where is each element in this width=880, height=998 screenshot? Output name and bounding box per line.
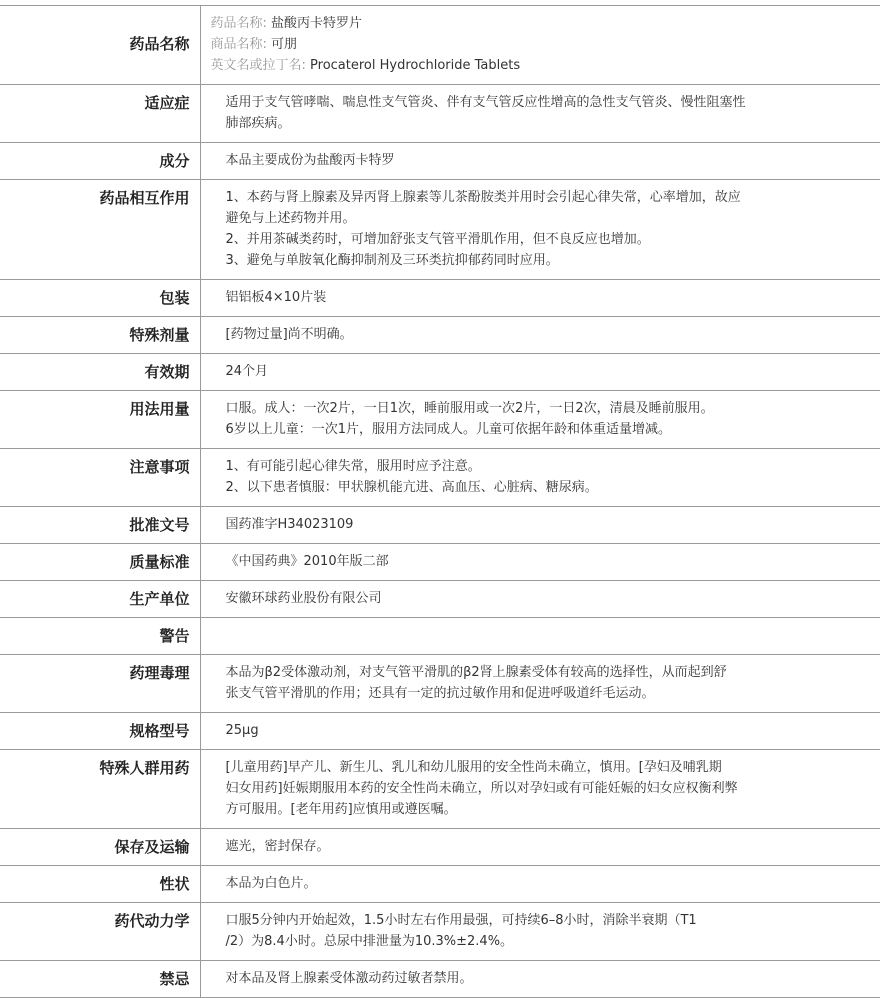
spec-key: 用法用量 [0,391,200,449]
spec-key: 药代动力学 [0,903,200,961]
spec-value-line: 6岁以上儿童：一次1片，服用方法同成人。儿童可依据年龄和体重适量增减。 [225,422,672,437]
spec-key: 适应症 [0,85,200,143]
spec-row [0,85,880,143]
spec-row [0,391,880,449]
spec-value-line: 2、并用茶碱类药时，可增加舒张支气管平滑肌作用，但不良反应也增加。 [225,232,650,247]
spec-row [0,449,880,507]
spec-value-line: 国药准字H34023109 [225,517,354,532]
spec-row [0,961,880,998]
spec-value [200,903,880,961]
drug-spec-table [0,5,880,998]
spec-row [0,655,880,713]
spec-row [0,618,880,655]
spec-row [0,829,880,866]
spec-value [200,544,880,581]
spec-value [200,961,880,998]
spec-key: 规格型号 [0,713,200,750]
spec-value-line: 口服。成人：一次2片，一日1次，睡前服用或一次2片，一日2次，清晨及睡前服用。 [225,401,714,416]
spec-key: 特殊人群用药 [0,750,200,829]
spec-value [200,750,880,829]
spec-value [200,354,880,391]
spec-value [200,829,880,866]
spec-value-line: 24个月 [225,364,269,379]
spec-value-line: 遮光，密封保存。 [225,839,330,854]
spec-value-line: 2、以下患者慎服：甲状腺机能亢进、高血压、心脏病、糖尿病。 [225,480,598,495]
spec-value-line: 本品主要成份为盐酸丙卡特罗 [225,153,395,168]
spec-key: 包装 [0,280,200,317]
spec-row [0,866,880,903]
spec-value [200,713,880,750]
spec-value-line: 3、避免与单胺氧化酶抑制剂及三环类抗抑郁药同时应用。 [225,253,559,268]
spec-value-line: /2）为8.4小时。总尿中排泄量为10.3%±2.4%。 [225,934,514,949]
name-line-trade [211,34,801,55]
spec-key: 批准文号 [0,507,200,544]
spec-key: 药理毒理 [0,655,200,713]
spec-value [200,85,880,143]
spec-value-line: [药物过量]尚不明确。 [225,327,353,342]
spec-key: 有效期 [0,354,200,391]
spec-value [200,6,880,85]
spec-value-line: 安徽环球药业股份有限公司 [225,591,382,606]
spec-row [0,354,880,391]
spec-row [0,750,880,829]
spec-row [0,713,880,750]
name-line-value: 可朋 [271,37,298,52]
spec-value-line: 本品为白色片。 [225,876,317,891]
spec-value [200,618,880,655]
spec-value-line: 张支气管平滑肌的作用；还具有一定的抗过敏作用和促进呼吸道纤毛运动。 [225,686,655,701]
spec-value [200,507,880,544]
spec-row [0,317,880,354]
spec-value-line: 避免与上述药物并用。 [225,211,356,226]
spec-value-line: 1、有可能引起心律失常，服用时应予注意。 [225,459,481,474]
spec-value [200,317,880,354]
spec-row [0,581,880,618]
spec-key: 禁忌 [0,961,200,998]
spec-key: 生产单位 [0,581,200,618]
name-line-label: 商品名称: [210,37,267,52]
name-line-label: 英文名或拉丁名: [210,58,306,73]
spec-value-line: 适用于支气管哮喘、喘息性支气管炎、伴有支气管反应性增高的急性支气管炎、慢性阻塞性 [225,95,746,110]
name-line-value: 盐酸丙卡特罗片 [271,16,363,31]
spec-value-line: 1、本药与肾上腺素及异丙肾上腺素等儿茶酚胺类并用时会引起心律失常，心率增加，故应 [225,190,741,205]
spec-key: 特殊剂量 [0,317,200,354]
spec-key: 保存及运输 [0,829,200,866]
spec-key: 成分 [0,143,200,180]
spec-value-line: 对本品及肾上腺素受体激动药过敏者禁用。 [225,971,473,986]
name-line-generic [211,13,801,34]
spec-value [200,180,880,280]
name-line-english [211,55,801,76]
spec-value-line: 方可服用。[老年用药]应慎用或遵医嘱。 [225,802,457,817]
spec-row [0,544,880,581]
spec-value-line: 25μg [225,723,259,738]
spec-key: 药品相互作用 [0,180,200,280]
spec-row [0,507,880,544]
spec-row [0,180,880,280]
spec-value [200,655,880,713]
spec-value-line: 本品为β2受体激动剂，对支气管平滑肌的β2肾上腺素受体有较高的选择性，从而起到舒 [225,665,727,680]
spec-row [0,143,880,180]
spec-value-line: 口服5分钟内开始起效，1.5小时左右作用最强，可持续6–8小时，消除半衰期（T1 [225,913,697,928]
spec-value [200,449,880,507]
spec-value-line: 《中国药典》2010年版二部 [225,554,389,569]
spec-row-drug-name [0,6,880,85]
spec-key: 注意事项 [0,449,200,507]
spec-value [200,391,880,449]
spec-value-line: 妇女用药]妊娠期服用本药的安全性尚未确立，所以对孕妇或有可能妊娠的妇女应权衡利弊 [225,781,738,796]
spec-key: 性状 [0,866,200,903]
name-line-value: Procaterol Hydrochloride Tablets [310,58,521,73]
spec-value-line: [儿童用药]早产儿、新生儿、乳儿和幼儿服用的安全性尚未确立，慎用。[孕妇及哺乳期 [225,760,722,775]
spec-value-line: 铝铝板4×10片装 [225,290,327,305]
spec-value-line [226,625,801,646]
spec-value [200,280,880,317]
spec-key: 药品名称 [0,6,200,85]
spec-row [0,280,880,317]
spec-value [200,866,880,903]
spec-key: 质量标准 [0,544,200,581]
spec-value [200,581,880,618]
spec-value [200,143,880,180]
spec-key: 警告 [0,618,200,655]
spec-row [0,903,880,961]
name-line-label: 药品名称: [210,16,267,31]
spec-value-line: 肺部疾病。 [225,116,291,131]
